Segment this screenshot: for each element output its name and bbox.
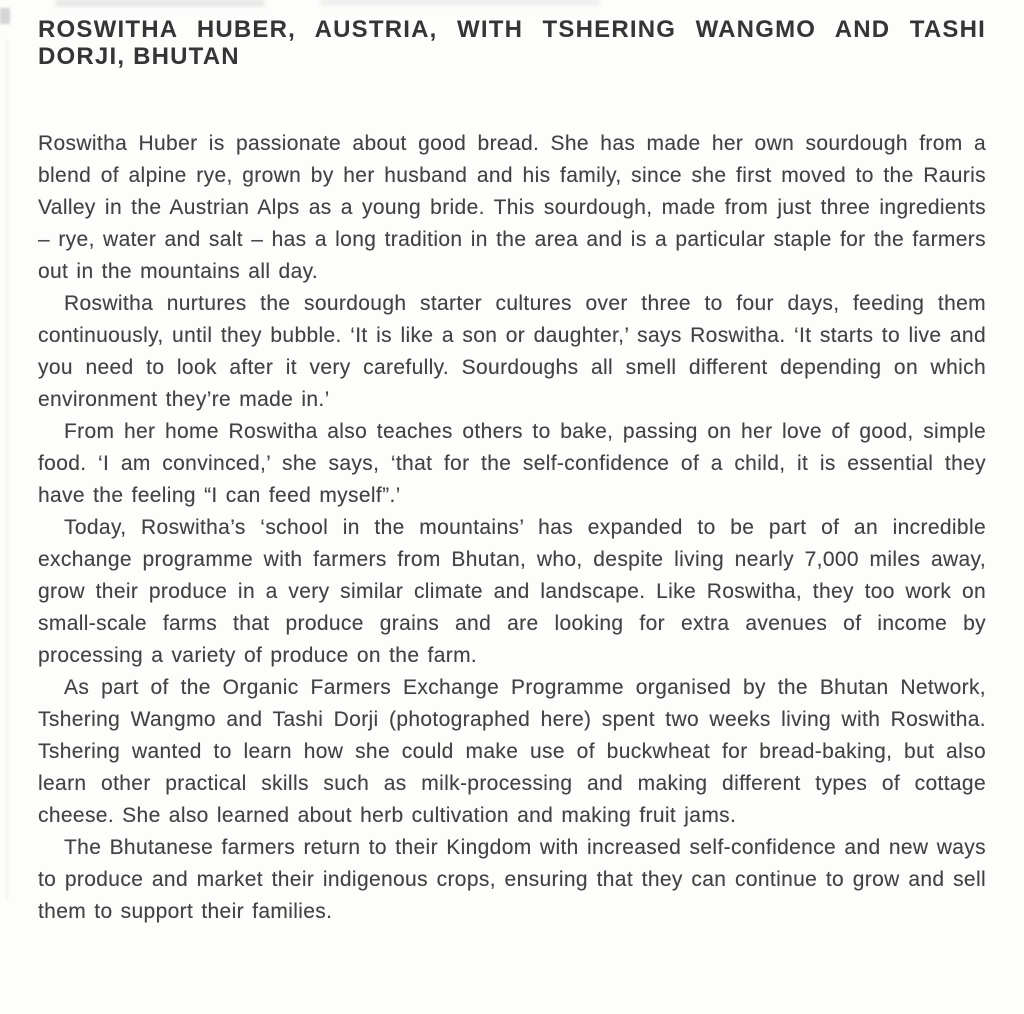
scan-artifact-corner-patch <box>0 8 10 24</box>
paragraph-1: Roswitha Huber is passionate about good bread. She has made her own sourdough from a blend of alpine rye, grown by her husband and his family, since she first moved to the Rauris Valley in the Austrian Alps as a young bride. This sourdough, made from just three ingredients – rye, water and salt – has a long tradition in the area and is a particular staple for the farmers out in the mountains all day. <box>38 132 986 283</box>
paragraph-2: Roswitha nurtures the sourdough starter cultures over three to four days, feeding them continuously, until they bubble. ‘It is like a son or daughter,’ says Roswitha. ‘It starts to live and you need to look after it very carefully. Sourdoughs all smell different depending on which environment they’re made in.’ <box>38 292 986 411</box>
scan-artifact-top-smudge <box>320 0 600 5</box>
article-title: ROSWITHA HUBER, AUSTRIA, WITH TSHERING WANGMO AND TASHI DORJI, BHUTAN <box>38 16 986 70</box>
paragraph-5: As part of the Organic Farmers Exchange Programme organised by the Bhutan Network, Tshering Wangmo and Tashi Dorji (photographed here) spent two weeks living with Roswitha. Tshering wanted to learn how she could make use of buckwheat for bread-baking, but also learn other practical skills such as milk-processing and making different types of cottage cheese. She also learned about herb cultivation and making fruit jams. <box>38 676 986 827</box>
scan-artifact-top-smudge <box>55 0 265 6</box>
scan-artifact-edge-line <box>6 40 8 900</box>
paragraph-3: From her home Roswitha also teaches others to bake, passing on her love of good, simple food. ‘I am convinced,’ she says, ‘that for the self-confidence of a child, it is essential they have the feeling “I can feed myself”.’ <box>38 420 986 507</box>
article-body <box>38 128 986 928</box>
paragraph-4: Today, Roswitha’s ‘school in the mountains’ has expanded to be part of an incredible exchange programme with farmers from Bhutan, who, despite living nearly 7,000 miles away, grow their produce in a very similar climate and landscape. Like Roswitha, they too work on small-scale farms that produce grains and are looking for extra avenues of income by processing a variety of produce on the farm. <box>38 516 986 667</box>
paragraph-6: The Bhutanese farmers return to their Kingdom with increased self-confidence and new ways to produce and market their indigenous crops, ensuring that they can continue to grow and sell them to support their families. <box>38 836 986 923</box>
